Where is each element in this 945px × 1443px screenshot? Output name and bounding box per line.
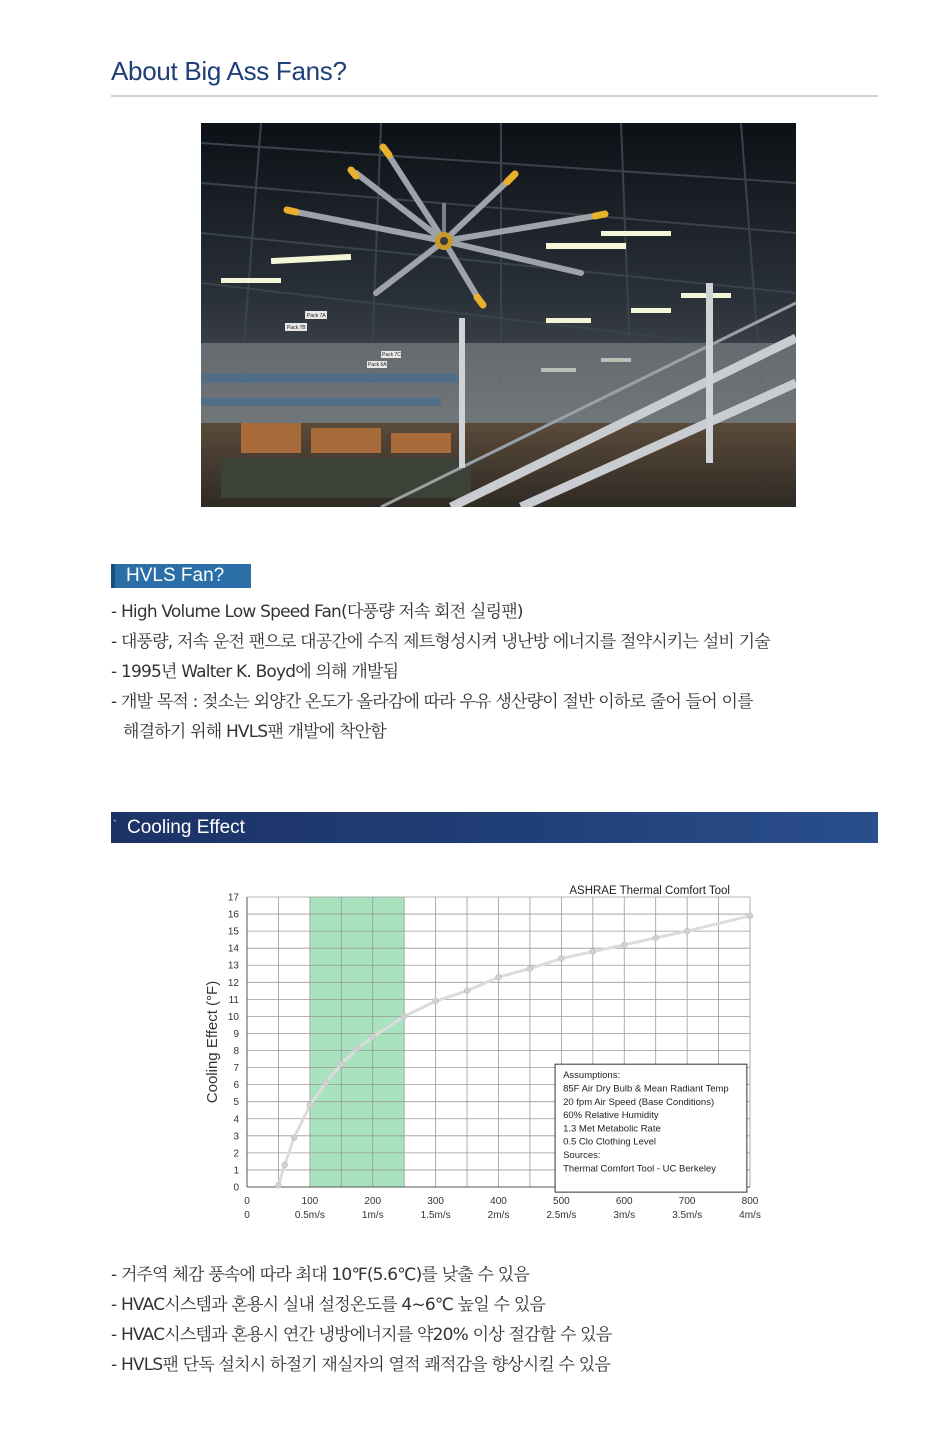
sign-label: Pack 6A bbox=[368, 362, 387, 368]
x-tick-label-ms: 3m/s bbox=[613, 1210, 636, 1221]
list-item: - HVLS팬 단독 설치시 하절기 재실자의 열적 쾌적감을 향상시킬 수 있음 bbox=[111, 1355, 611, 1375]
data-point bbox=[401, 1013, 407, 1019]
x-tick-label: 700 bbox=[678, 1196, 696, 1207]
y-tick-label: 2 bbox=[233, 1148, 239, 1160]
list-item-text: - 개발 목적 : 젖소는 외양간 온도가 올라감에 따라 우유 생산량이 절반 이하로 줄어 들어 이를 bbox=[111, 692, 753, 712]
data-point bbox=[621, 942, 627, 948]
sign-label: Pack 7C bbox=[382, 352, 401, 358]
data-point bbox=[590, 949, 596, 955]
header-tick-mark: ` bbox=[113, 819, 117, 831]
x-tick-label-ms: 2.5m/s bbox=[546, 1210, 577, 1221]
data-point bbox=[275, 1182, 281, 1188]
data-point bbox=[496, 974, 502, 980]
data-point bbox=[338, 1061, 344, 1067]
x-tick-label: 400 bbox=[490, 1196, 507, 1207]
list-item: - 대풍량, 저속 운전 팬으로 대공간에 수직 제트형성시켜 냉난방 에너지를 절약시키는 설비 기술 bbox=[111, 632, 770, 652]
list-item bbox=[111, 687, 770, 747]
x-tick-label-ms: 1m/s bbox=[361, 1210, 384, 1221]
hvls-section-tag: HVLS Fan? bbox=[111, 564, 251, 588]
x-tick-label-ms: 3.5m/s bbox=[672, 1210, 703, 1221]
x-tick-label: 800 bbox=[741, 1196, 759, 1207]
cooling-effect-chart bbox=[195, 875, 775, 1230]
y-tick-label: 4 bbox=[233, 1114, 239, 1126]
y-tick-label: 10 bbox=[227, 1011, 239, 1023]
assumption-line: 1.3 Met Metabolic Rate bbox=[563, 1123, 661, 1135]
data-point bbox=[307, 1102, 313, 1108]
x-tick-label-ms: 1.5m/s bbox=[420, 1210, 451, 1221]
x-tick-label: 300 bbox=[427, 1196, 444, 1207]
list-item: - HVAC시스템과 혼용시 실내 설정온도를 4~6℃ 높일 수 있음 bbox=[111, 1295, 546, 1315]
chart-title: ASHRAE Thermal Comfort Tool bbox=[569, 885, 730, 897]
cooling-effects-list bbox=[111, 1260, 611, 1380]
data-point bbox=[684, 928, 690, 934]
y-tick-label: 3 bbox=[233, 1131, 239, 1143]
cooling-effect-label: Cooling Effect bbox=[127, 817, 245, 838]
y-tick-label: 1 bbox=[233, 1165, 239, 1177]
assumption-line: 0.5 Clo Clothing Level bbox=[563, 1136, 657, 1148]
highlight-band bbox=[310, 897, 404, 1187]
y-tick-label: 17 bbox=[227, 892, 239, 904]
assumption-line: 85F Air Dry Bulb & Mean Radiant Temp bbox=[563, 1083, 729, 1095]
data-point bbox=[747, 913, 753, 919]
cooling-effect-header bbox=[111, 812, 878, 843]
assumption-line: 60% Relative Humidity bbox=[563, 1110, 659, 1122]
assumption-line: Assumptions: bbox=[563, 1070, 621, 1082]
data-point bbox=[354, 1046, 360, 1052]
data-point bbox=[282, 1162, 288, 1168]
assumption-line: Thermal Comfort Tool - UC Berkeley bbox=[563, 1163, 717, 1175]
y-tick-label: 7 bbox=[233, 1063, 239, 1075]
list-item: - HVAC시스템과 혼용시 연간 냉방에너지를 약20% 이상 절감할 수 있음 bbox=[111, 1325, 612, 1345]
x-tick-label: 200 bbox=[364, 1196, 382, 1207]
x-tick-label-ms: 0.5m/s bbox=[294, 1210, 325, 1221]
x-tick-label: 600 bbox=[615, 1196, 633, 1207]
y-tick-label: 8 bbox=[233, 1046, 239, 1058]
sign-label: Pack 7A bbox=[307, 313, 326, 319]
sign-label: Pack 7B bbox=[287, 325, 306, 331]
y-tick-label: 13 bbox=[227, 960, 239, 972]
y-tick-label: 5 bbox=[233, 1097, 239, 1109]
x-tick-label: 500 bbox=[553, 1196, 570, 1207]
assumption-line: 20 fpm Air Speed (Base Conditions) bbox=[563, 1096, 715, 1108]
y-tick-label: 12 bbox=[227, 977, 239, 989]
list-item: - 1995년 Walter K. Boyd에 의해 개발됨 bbox=[111, 662, 399, 682]
data-point bbox=[291, 1135, 297, 1141]
data-point bbox=[527, 966, 533, 972]
y-tick-label: 9 bbox=[233, 1028, 239, 1040]
y-axis-label: Cooling Effect (°F) bbox=[204, 980, 221, 1104]
y-tick-label: 15 bbox=[227, 926, 239, 938]
y-tick-label: 11 bbox=[228, 994, 239, 1006]
y-tick-label: 14 bbox=[227, 943, 239, 955]
y-tick-label: 0 bbox=[233, 1182, 239, 1194]
x-tick-label-ms: 4m/s bbox=[739, 1210, 761, 1221]
list-item-continuation: 해결하기 위해 HVLS팬 개발에 착안함 bbox=[123, 722, 386, 742]
x-tick-label: 100 bbox=[301, 1196, 319, 1207]
data-point bbox=[653, 935, 659, 941]
x-tick-label: 0 bbox=[244, 1196, 250, 1207]
data-point bbox=[370, 1034, 376, 1040]
list-item: - High Volume Low Speed Fan(다풍량 저속 회전 실링팬) bbox=[111, 602, 523, 622]
list-item: - 거주역 체감 풍속에 따라 최대 10℉(5.6℃)를 낮출 수 있음 bbox=[111, 1265, 529, 1285]
data-point bbox=[323, 1080, 329, 1086]
data-point bbox=[464, 988, 470, 994]
assumption-line: Sources: bbox=[563, 1149, 601, 1161]
data-point bbox=[433, 998, 439, 1004]
x-tick-label-ms: 0 bbox=[244, 1210, 250, 1221]
title-divider bbox=[111, 95, 878, 97]
data-point bbox=[558, 955, 564, 961]
y-tick-label: 6 bbox=[233, 1080, 239, 1092]
warehouse-fan-photo bbox=[201, 123, 796, 507]
page-title: About Big Ass Fans? bbox=[111, 56, 347, 86]
x-tick-label-ms: 2m/s bbox=[487, 1210, 510, 1221]
y-tick-label: 16 bbox=[227, 909, 239, 921]
hvls-description-list bbox=[111, 597, 770, 747]
